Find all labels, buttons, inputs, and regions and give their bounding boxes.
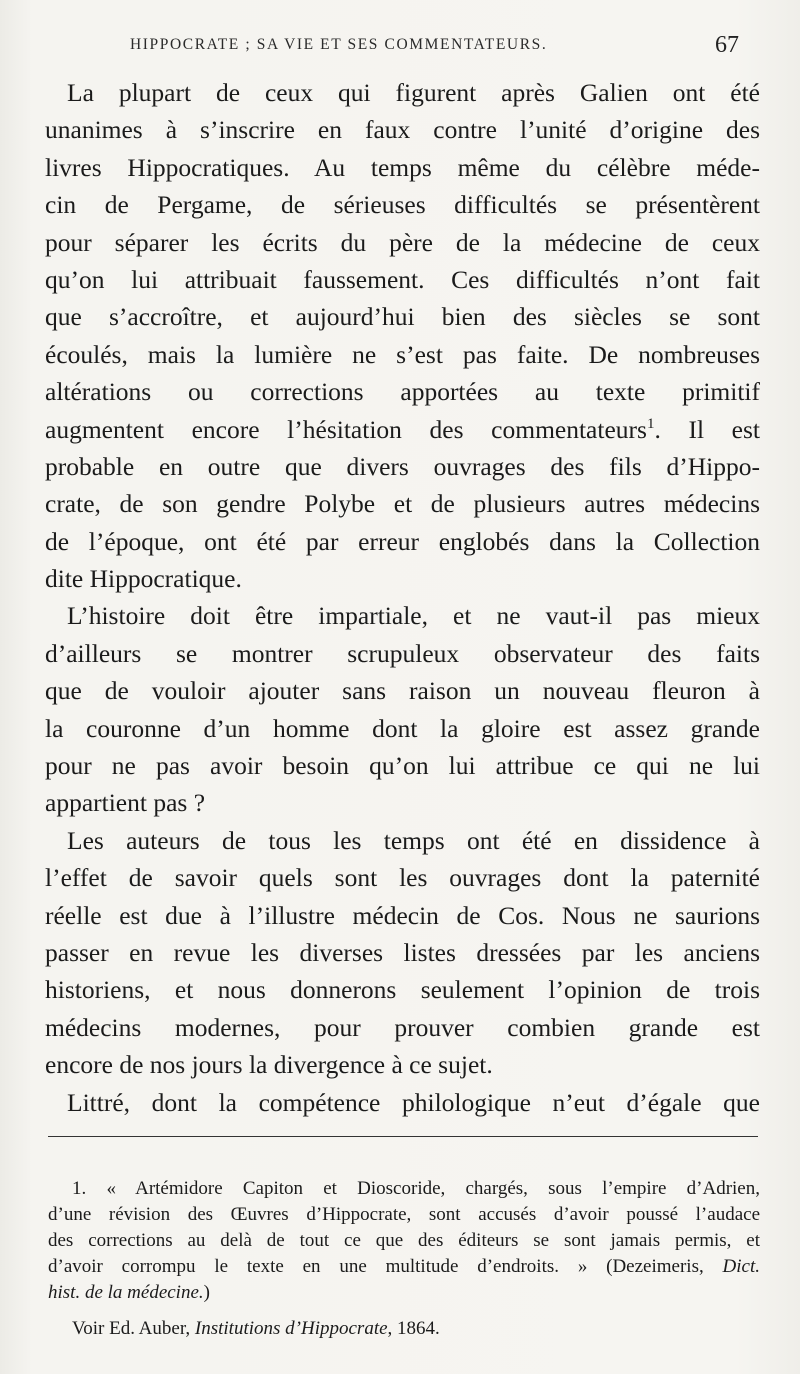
footnote-text: ) — [203, 1282, 210, 1303]
footnote-divider — [48, 1136, 758, 1137]
text-line: de l’époque, ont été par erreur englobés dans la Collection — [45, 526, 760, 556]
footnote-book-title: Institutions d’Hippocrate — [194, 1318, 388, 1339]
text-segment: augmentent encore l’hésitation des commentateurs — [45, 414, 647, 444]
text-segment: . Il est — [654, 414, 761, 444]
text-line-with-footnote-ref — [45, 411, 760, 448]
text-line: Les auteurs de tous les temps ont été en dissidence à — [67, 825, 760, 855]
text-line: passer en revue les diverses listes dressées par les anciens — [45, 937, 760, 967]
text-line: pour séparer les écrits du père de la médecine de ceux — [45, 227, 760, 257]
footnote-text: d’avoir corrompu le texte en une multitude d’endroits. » (Dezeimeris, — [48, 1256, 723, 1277]
running-head: HIPPOCRATE ; SA VIE ET SES COMMENTATEURS. — [130, 36, 548, 53]
text-line: L’histoire doit être impartiale, et ne vaut-il pas mieux — [67, 601, 760, 631]
text-line: encore de nos jours la divergence à ce sujet. — [45, 1050, 493, 1080]
text-line: réelle est due à l’illustre médecin de Cos. Nous ne saurions — [45, 900, 760, 930]
footnote-line: 1. « Artémidore Capiton et Dioscoride, chargés, sous l’empire d’Adrien, — [72, 1178, 760, 1199]
text-line: altérations ou corrections apportées au texte primitif — [45, 377, 760, 407]
text-line: dite Hippocratique. — [45, 564, 242, 594]
text-line: médecins modernes, pour prouver combien grande est — [45, 1012, 760, 1042]
page-number: 67 — [715, 32, 739, 58]
text-line: d’ailleurs se montrer scrupuleux observateur des faits — [45, 638, 760, 668]
footnote-line: des corrections au delà de tout ce que des éditeurs se sont jamais permis, et — [48, 1230, 760, 1251]
footnote-citation: hist. de la médecine. — [48, 1282, 204, 1303]
text-line: crate, de son gendre Polybe et de plusieurs autres médecins — [45, 489, 760, 519]
text-line: la couronne d’un homme dont la gloire est assez grande — [45, 713, 760, 743]
footnote-line — [48, 1316, 760, 1342]
text-line: La plupart de ceux qui figurent après Galien ont été — [67, 78, 760, 107]
footnote-line: d’une révision des Œuvres d’Hippocrate, sont accusés d’avoir poussé l’audace — [48, 1204, 760, 1225]
text-line: unanimes à s’inscrire en faux contre l’unité d’origine des — [45, 115, 760, 145]
footnotes — [48, 1176, 760, 1342]
text-line: appartient pas ? — [45, 788, 206, 818]
footnote-text: , 1864. — [387, 1318, 440, 1339]
text-line: qu’on lui attribuait faussement. Ces difficultés n’ont fait — [45, 264, 760, 294]
text-line: probable en outre que divers ouvrages des fils d’Hippo- — [45, 451, 760, 481]
footnote-gap — [48, 1306, 760, 1316]
body-text — [45, 74, 760, 1121]
text-line: que s’accroître, et aujourd’hui bien des siècles se sont — [45, 302, 760, 332]
text-line: historiens, et nous donnerons seulement l’opinion de trois — [45, 975, 760, 1005]
text-line: pour ne pas avoir besoin qu’on lui attribue ce qui ne lui — [45, 751, 760, 781]
footnote-ref: 1 — [646, 415, 655, 432]
text-line: cin de Pergame, de sérieuses difficultés se présentèrent — [45, 190, 760, 220]
text-line: que de vouloir ajouter sans raison un nouveau fleuron à — [45, 676, 760, 706]
footnote-line — [48, 1254, 760, 1280]
footnote-citation: Dict. — [722, 1256, 760, 1277]
text-line: Littré, dont la compétence philologique n’eut d’égale que — [67, 1087, 760, 1117]
text-line: livres Hippocratiques. Au temps même du célèbre méde- — [45, 152, 760, 182]
footnote-text: Voir Ed. Auber, — [72, 1318, 195, 1339]
footnote-line — [48, 1280, 760, 1306]
text-line: l’effet de savoir quels sont les ouvrages dont la paternité — [45, 863, 760, 893]
text-line: écoulés, mais la lumière ne s’est pas faite. De nombreuses — [45, 339, 760, 369]
